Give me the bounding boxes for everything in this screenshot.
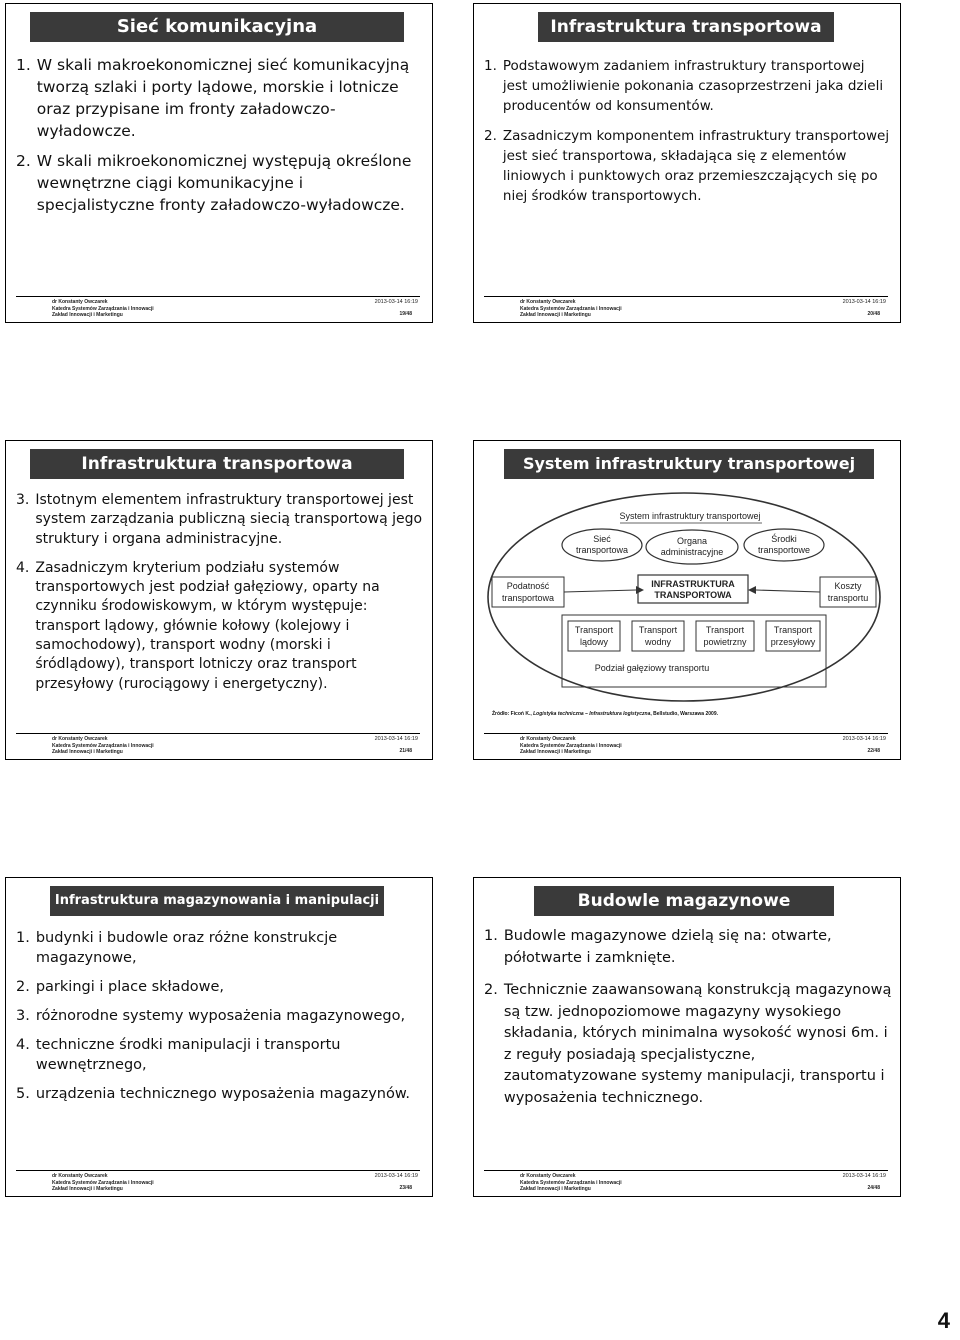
item-number: 2. <box>16 152 31 170</box>
footer-author: dr Konstanty Owczarek <box>52 1173 108 1179</box>
label-podatnosc-2: transportowa <box>501 593 555 603</box>
footer-dept: Katedra Systemów Zarządzania i Innowacji <box>520 305 622 312</box>
item-text: Istotnym elementem infrastruktury transportowej jest system zarządzania publiczną siecią transportową jego struktury i organa administracyjne. <box>35 492 423 547</box>
slide-footer <box>474 296 900 322</box>
slide-page-number: 22/48 <box>867 748 880 754</box>
label-przesylowy-1: Transport <box>773 625 813 635</box>
label-infra-2: TRANSPORTOWA <box>654 590 732 600</box>
label-organa-2: administracyjne <box>660 547 724 557</box>
footer-author-block <box>520 1173 622 1193</box>
item-text: techniczne środki manipulacji i transportu wewnętrznego, <box>35 1037 341 1073</box>
item-text: Podstawowym zadaniem infrastruktury transportowej jest umożliwienie pokonania czasoprzestrzeni jaka dzieli producentów od konsumentów. <box>502 58 884 114</box>
document-page-number: 4 <box>937 1308 950 1333</box>
footer-divider <box>16 296 420 297</box>
slide-footer <box>6 733 432 759</box>
footer-dept: Katedra Systemów Zarządzania i Innowacji <box>52 742 154 749</box>
item-text: Budowle magazynowe dzielą się na: otwarte, półotwarte i zamknięte. <box>503 928 832 966</box>
item-text: różnorodne systemy wyposażenia magazynowego, <box>35 1008 406 1024</box>
footer-author-block <box>52 736 154 756</box>
slide-title: Infrastruktura transportowa <box>538 12 834 42</box>
label-organa-1: Organa <box>676 536 708 546</box>
item-number: 1. <box>16 56 31 74</box>
footer-dept: Katedra Systemów Zarządzania i Innowacji <box>520 1179 622 1186</box>
list-item <box>16 54 424 142</box>
footer-unit: Zakład Innowacji i Marketingu <box>52 1186 123 1192</box>
list-item <box>484 56 892 116</box>
label-powietrzny-2: powietrzny <box>703 637 747 647</box>
slide-title: System infrastruktury transportowej <box>504 449 874 479</box>
item-text: budynki i budowle oraz różne konstrukcje magazynowe, <box>35 930 338 966</box>
item-number: 1. <box>484 928 498 944</box>
footer-date: 2013-03-14 16:19 <box>842 1173 886 1179</box>
label-wodny-1: Transport <box>638 625 678 635</box>
list-item <box>484 926 892 969</box>
slide-title: Sieć komunikacyjna <box>30 12 404 42</box>
footer-divider <box>16 1170 420 1171</box>
label-srodki-1: Środki <box>771 534 797 544</box>
slide-page-number: 19/48 <box>399 311 412 317</box>
label-powietrzny-1: Transport <box>705 625 745 635</box>
footer-author: dr Konstanty Owczarek <box>52 736 108 742</box>
footer-date: 2013-03-14 16:19 <box>842 299 886 305</box>
slide-footer <box>6 296 432 322</box>
source-title: Logistyka techniczna – Infrastruktura logistyczna <box>533 711 651 717</box>
footer-date: 2013-03-14 16:19 <box>374 1173 418 1179</box>
slide-title: Budowle magazynowe <box>534 886 834 916</box>
item-number: 2. <box>484 128 497 144</box>
list-item <box>16 559 424 694</box>
footer-divider <box>484 733 888 734</box>
footer-unit: Zakład Innowacji i Marketingu <box>520 312 591 318</box>
item-number: 5. <box>16 1086 30 1102</box>
slide-title: Infrastruktura transportowa <box>30 449 404 479</box>
footer-date: 2013-03-14 16:19 <box>374 299 418 305</box>
footer-date: 2013-03-14 16:19 <box>842 736 886 742</box>
footer-author: dr Konstanty Owczarek <box>52 299 108 305</box>
slide-page-number: 21/48 <box>399 748 412 754</box>
slide-22 <box>473 440 901 760</box>
footer-unit: Zakład Innowacji i Marketingu <box>52 312 123 318</box>
footer-divider <box>484 296 888 297</box>
slide-page-number: 23/48 <box>399 1185 412 1191</box>
label-siec-1: Sieć <box>593 534 611 544</box>
footer-dept: Katedra Systemów Zarządzania i Innowacji <box>520 742 622 749</box>
list-item <box>16 928 424 968</box>
list-item <box>16 977 424 997</box>
label-siec-2: transportowa <box>575 545 629 555</box>
slide-body <box>484 56 892 206</box>
label-przesylowy-2: przesyłowy <box>770 637 816 647</box>
slide-23 <box>5 877 433 1197</box>
item-number: 1. <box>484 58 497 74</box>
label-koszty-1: Koszty <box>834 581 862 591</box>
footer-divider <box>484 1170 888 1171</box>
slide-page-number: 20/48 <box>867 311 880 317</box>
footer-author-block <box>52 299 154 319</box>
label-ladowy-2: lądowy <box>579 637 609 647</box>
item-text: parkingi i place składowe, <box>35 979 225 995</box>
slide-20 <box>473 3 901 323</box>
label-wodny-2: wodny <box>644 637 672 647</box>
diagram-outer-label: System infrastruktury transportowej <box>619 511 761 521</box>
item-text: W skali mikroekonomicznej występują określone wewnętrzne ciągi komunikacyjne i specjalistyczne fronty załadowczo-wyładowcze. <box>36 152 412 214</box>
footer-unit: Zakład Innowacji i Marketingu <box>520 749 591 755</box>
footer-unit: Zakład Innowacji i Marketingu <box>520 1186 591 1192</box>
item-number: 2. <box>484 982 498 998</box>
list-item <box>16 1084 424 1104</box>
slide-title: Infrastruktura magazynowania i manipulacji <box>50 886 384 916</box>
label-podzial: Podział gałęziowy transportu <box>594 663 710 673</box>
label-srodki-2: transportowe <box>757 545 811 555</box>
item-number: 4. <box>16 1037 30 1053</box>
item-number: 4. <box>16 559 30 576</box>
slide-body <box>16 491 424 694</box>
label-koszty-2: transportu <box>827 593 869 603</box>
slide-body <box>16 928 424 1104</box>
label-ladowy-1: Transport <box>574 625 614 635</box>
slide-body <box>484 926 892 1109</box>
transport-infrastructure-diagram <box>484 485 892 705</box>
footer-author-block <box>520 299 622 319</box>
footer-dept: Katedra Systemów Zarządzania i Innowacji <box>52 1179 154 1186</box>
label-podatnosc-1: Podatność <box>506 581 550 591</box>
item-text: W skali makroekonomicznej sieć komunikacyjną tworzą szlaki i porty lądowe, morskie i lotnicze oraz przypisane im fronty załadowczo-wyładowcze. <box>36 56 410 140</box>
list-item <box>16 1006 424 1026</box>
slide-footer <box>474 733 900 759</box>
item-text: Zasadniczym kryterium podziału systemów transportowych jest podział gałęziowy, oparty na czynniku środowiskowym, w którym występuje: transport lądowy, głównie kołowy (kolejowy i samochodowy), transport wodny (morski i śródlądowy), transport lotniczy oraz transport przesyłowy (rurociągowy i energetyczny). <box>35 559 380 692</box>
slide-19 <box>5 3 433 323</box>
item-number: 3. <box>16 1008 30 1024</box>
footer-date: 2013-03-14 16:19 <box>374 736 418 742</box>
item-text: Zasadniczym komponentem infrastruktury transportowej jest sieć transportowa, składająca się z elementów liniowych i punktowych oraz przemieszczających się po niej środków transportowych. <box>502 128 890 204</box>
list-item <box>484 126 892 206</box>
item-text: urządzenia technicznego wyposażenia magazynów. <box>35 1086 410 1102</box>
list-item <box>484 980 892 1109</box>
slide-footer <box>6 1170 432 1196</box>
list-item <box>16 491 424 549</box>
diagram-source <box>492 711 718 717</box>
item-text: Technicznie zaawansowaną konstrukcją magazynową są tzw. jednopoziomowe magazyny wysokiego składania, których minimalna wysokość wynosi 6m. i z reguły posiadają specjalistyczne, zautomatyzowane systemy manipulacji, transportu i wyposażenia technicznego. <box>503 982 892 1106</box>
footer-dept: Katedra Systemów Zarządzania i Innowacji <box>52 305 154 312</box>
slide-24 <box>473 877 901 1197</box>
label-infra-1: INFRASTRUKTURA <box>651 579 735 589</box>
footer-unit: Zakład Innowacji i Marketingu <box>52 749 123 755</box>
list-item <box>16 1035 424 1075</box>
footer-author-block <box>52 1173 154 1193</box>
slide-body <box>16 54 424 216</box>
list-item <box>16 150 424 216</box>
source-prefix: Źródło: Ficoń K., <box>492 711 534 717</box>
footer-author: dr Konstanty Owczarek <box>520 736 576 742</box>
slide-footer <box>474 1170 900 1196</box>
item-number: 3. <box>16 492 30 508</box>
item-number: 1. <box>16 930 30 946</box>
slide-page-number: 24/48 <box>867 1185 880 1191</box>
slide-21 <box>5 440 433 760</box>
footer-author: dr Konstanty Owczarek <box>520 299 576 305</box>
item-number: 2. <box>16 979 30 995</box>
footer-author-block <box>520 736 622 756</box>
footer-divider <box>16 733 420 734</box>
footer-author: dr Konstanty Owczarek <box>520 1173 576 1179</box>
source-suffix: , Bellstudio, Warszawa 2009. <box>650 711 718 717</box>
